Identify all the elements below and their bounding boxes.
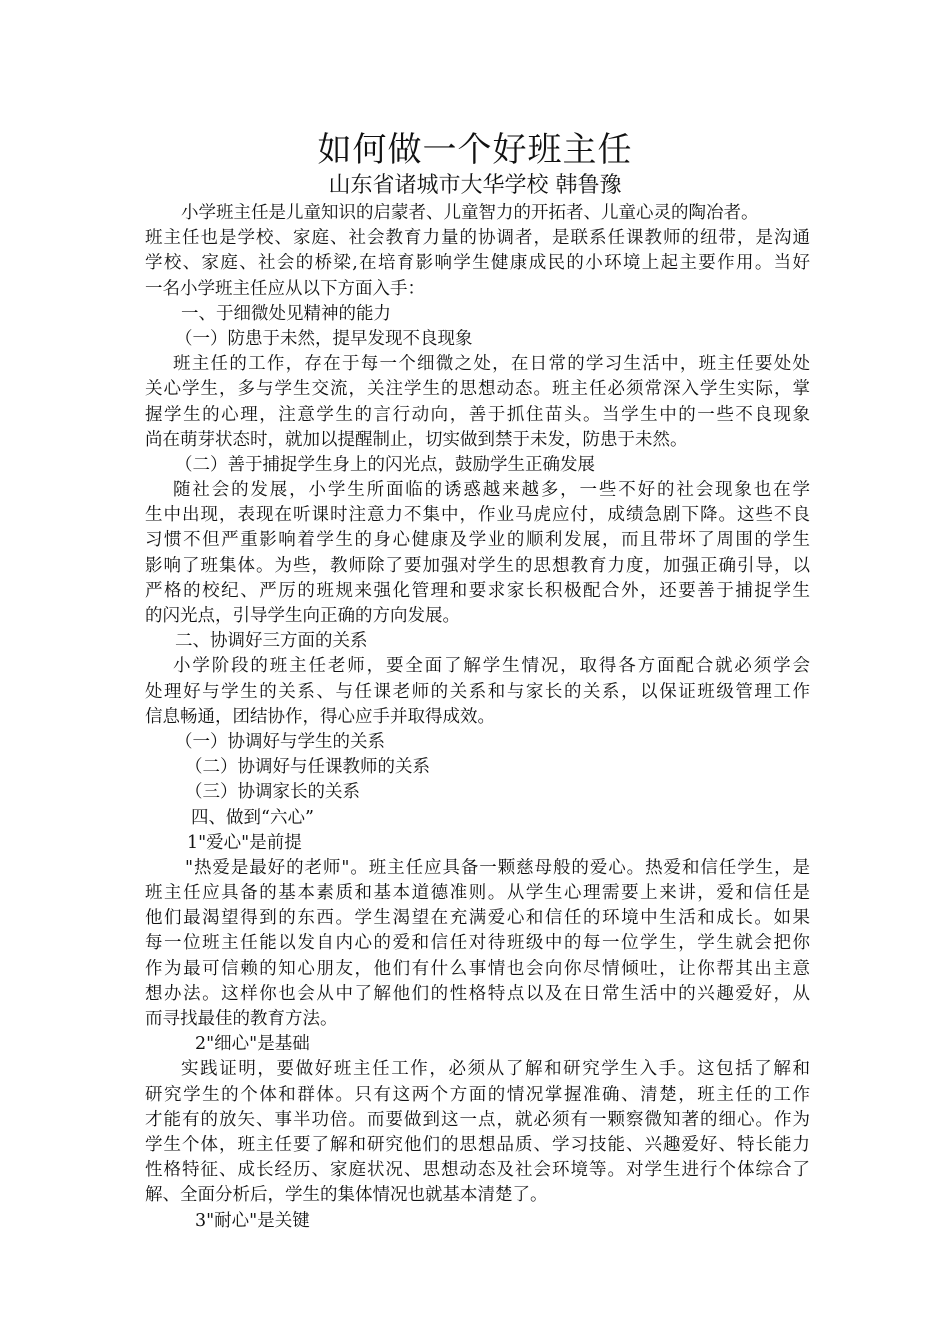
text-line: 才能有的放矢、事半功倍。而要做到这一点，就必须有一颗察微知著的细心。作为 [145,1109,810,1130]
text-line: 严格的校纪、严厉的班规来强化管理和要求家长积极配合外，还要善于捕捉学生 [145,580,810,601]
subsection-heading: （一）防患于未然，提早发现不良现象 [175,328,473,349]
text-line: 班主任应具备的基本素质和基本道德准则。从学生心理需要上来讲，爱和信任是 [145,883,810,904]
author-line: 山东省诸城市大华学校 韩鲁豫 [328,173,622,198]
text-line: 随社会的发展，小学生所面临的诱惑越来越多，一些不好的社会现象也在学 [173,480,810,501]
text-line: 生中出现，表现在听课时注意力不集中，作业马虎应付，成绩急剧下降。这些不良 [145,505,810,526]
section-heading: 二、协调好三方面的关系 [175,631,368,652]
text-line: 而寻找最佳的教育方法。 [145,1009,338,1029]
text-line: 班主任的工作，存在于每一个细微之处，在日常的学习生活中，班主任要处处 [173,354,810,375]
document-title: 如何做一个好班主任 [317,130,633,170]
text-line: 关心学生，多与学生交流，关注学生的思想动态。班主任必须常深入学生实际，掌 [145,379,810,400]
text-line: 解、全面分析后，学生的集体情况也就基本清楚了。 [145,1185,548,1206]
text-line: 作为最可信赖的知心朋友，他们有什么事情也会向你尽情倾吐，让你帮其出主意 [145,958,810,979]
text-line: 影响了班集体。为些，教师除了要加强对学生的思想教育力度，加强正确引导，以 [145,555,810,576]
text-line: 实践证明，要做好班主任工作，必须从了解和研究学生入手。这包括了解和 [181,1059,810,1080]
subsection-heading: （一）协调好与学生的关系 [175,731,385,752]
subsection-heading: （三）协调家长的关系 [185,782,360,803]
text-line: 处理好与学生的关系、与任课老师的关系和与家长的关系，以保证班级管理工作 [145,681,810,702]
text-line: 性格特征、成长经历、家庭状况、思想动态及社会环境等。对学生进行个体综合了 [145,1160,810,1181]
text-line: 想办法。这样你也会从中了解他们的性格特点以及在日常生活中的兴趣爱好，从 [145,983,810,1004]
text-line: 学生个体，班主任要了解和研究他们的思想品质、学习技能、兴趣爱好、特长能力 [145,1134,810,1155]
subsection-heading: 3"耐心"是关键 [195,1210,310,1231]
subsection-heading: 2"细心"是基础 [195,1034,310,1055]
subsection-heading: （二）协调好与任课教师的关系 [185,757,430,778]
subsection-heading: 1"爱心"是前提 [187,832,302,853]
text-line: 的闪光点，引导学生向正确的方向发展。 [145,606,460,626]
section-heading: 一、于细微处见精神的能力 [181,303,391,324]
text-line: 每一位班主任能以发自内心的爱和信任对待班级中的每一位学生，学生就会把你 [145,933,810,954]
text-line: 学校、家庭、社会的桥梁,在培育影响学生健康成民的小环境上起主要作用。当好 [145,253,810,274]
section-heading: 四、做到“六心” [191,807,314,828]
text-line: 小学阶段的班主任老师，要全面了解学生情况，取得各方面配合就必须学会 [173,656,810,677]
text-line: 信息畅通，团结协作，得心应手并取得成效。 [145,706,495,727]
text-line: 握学生的心理，注意学生的言行动向，善于抓住苗头。当学生中的一些不良现象 [145,404,810,425]
subsection-heading: （二）善于捕捉学生身上的闪光点，鼓励学生正确发展 [175,454,595,475]
text-line: 研究学生的个体和群体。只有这两个方面的情况掌握准确、清楚，班主任的工作 [145,1084,810,1105]
document-body [145,201,810,1234]
text-line: "热爱是最好的老师"。班主任应具备一颗慈母般的爱心。热爱和信任学生，是 [185,857,810,878]
text-line: 班主任也是学校、家庭、社会教育力量的协调者，是联系任课教师的纽带，是沟通 [145,228,810,249]
text-line: 习惯不但严重影响着学生的身心健康及学业的顺利发展，而且带坏了周围的学生 [145,530,810,551]
text-line: 尚在萌芽状态时，就加以提醒制止，切实做到禁于未发，防患于未然。 [145,429,688,450]
text-line: 他们最渴望得到的东西。学生渴望在充满爱心和信任的环境中生活和成长。如果 [145,908,810,929]
text-line: 一名小学班主任应从以下方面入手： [145,278,425,299]
text-line: 小学班主任是儿童知识的启蒙者、儿童智力的开拓者、儿童心灵的陶冶者。 [181,203,759,223]
